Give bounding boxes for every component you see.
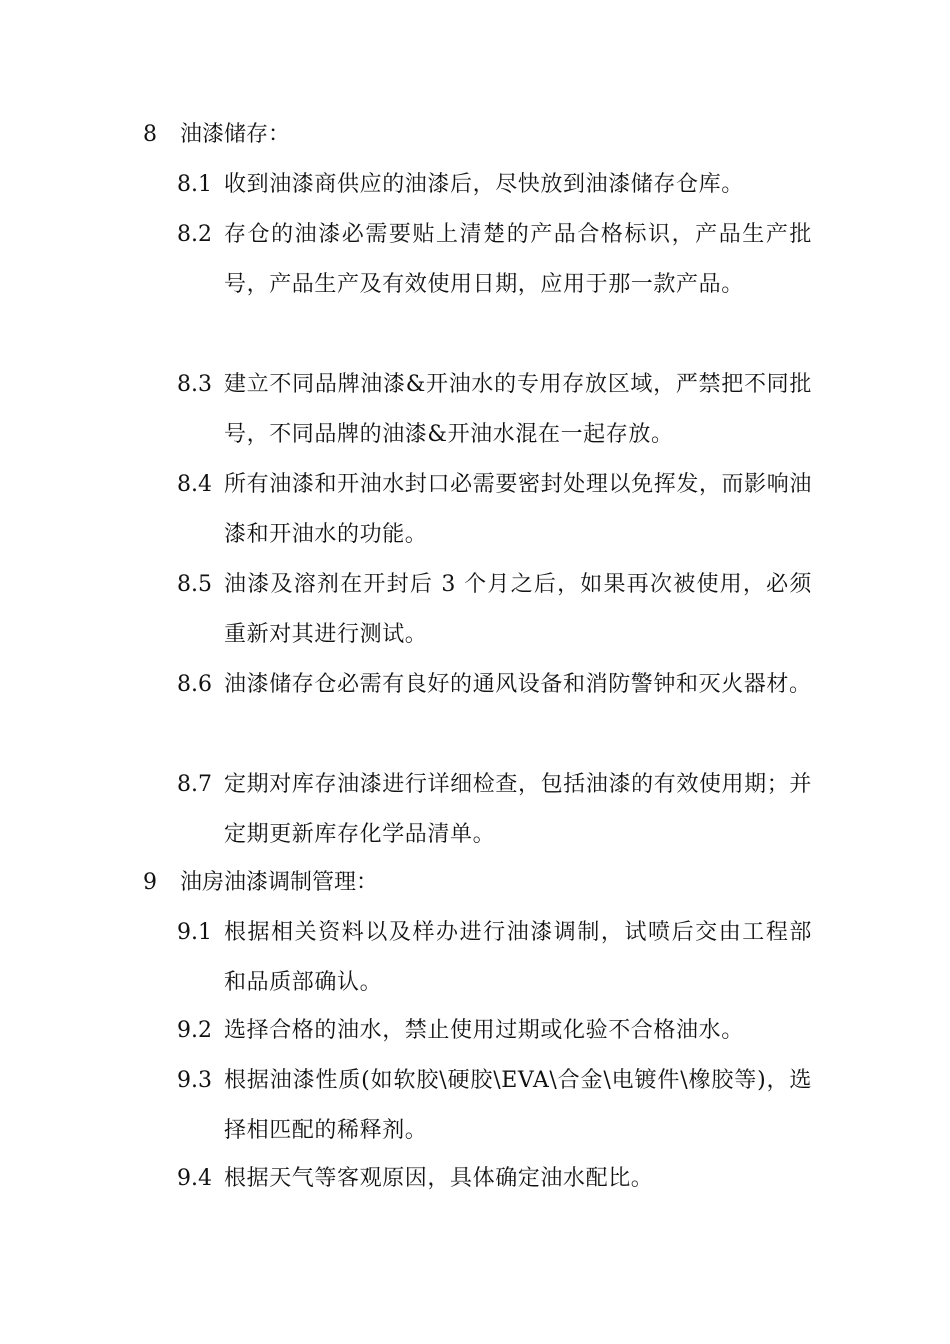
item-number: 9.1: [177, 920, 212, 945]
section-number: 8: [143, 122, 157, 147]
item-number: 9.3: [177, 1068, 212, 1093]
item-number: 8.3: [177, 372, 212, 397]
section-title: 油漆储存：: [180, 122, 291, 147]
item-number: 8.6: [177, 672, 212, 697]
section-title: 油房油漆调制管理：: [180, 870, 379, 895]
item-text: 存仓的油漆必需要贴上清楚的产品合格标识，产品生产批号，产品生产及有效使用日期，应用于那一款产品。: [224, 222, 812, 297]
item-text: 所有油漆和开油水封口必需要密封处理以免挥发，而影响油漆和开油水的功能。: [224, 472, 812, 547]
item-text: 油漆储存仓必需有良好的通风设备和消防警钟和灭火器材。: [224, 672, 812, 697]
item-number: 9.2: [177, 1018, 212, 1043]
item-text: 收到油漆商供应的油漆后，尽快放到油漆储存仓库。: [224, 172, 744, 197]
item-number: 8.4: [177, 472, 212, 497]
item-text: 根据相关资料以及样办进行油漆调制，试喷后交由工程部 和品质部确认。: [224, 920, 812, 995]
item-text: 建立不同品牌油漆&开油水的专用存放区域，严禁把不同批号，不同品牌的油漆&开油水混在一起存放。: [224, 372, 812, 447]
item-text: 根据油漆性质(如软胶\硬胶\EVA\合金\电镀件\橡胶等)，选择相匹配的稀释剂。: [224, 1068, 812, 1143]
item-text: 根据天气等客观原因，具体确定油水配比。: [224, 1166, 654, 1191]
item-number: 8.7: [177, 772, 212, 797]
item-text: 定期对库存油漆进行详细检查，包括油漆的有效使用期；并定期更新库存化学品清单。: [224, 772, 812, 847]
item-number: 8.1: [177, 172, 212, 197]
item-number: 9.4: [177, 1166, 212, 1191]
item-number: 8.2: [177, 222, 212, 247]
item-number: 8.5: [177, 572, 212, 597]
section-number: 9: [143, 870, 157, 895]
item-text: 选择合格的油水，禁止使用过期或化验不合格油水。: [224, 1018, 744, 1043]
item-text: 油漆及溶剂在开封后 3 个月之后，如果再次被使用，必须重新对其进行测试。: [224, 572, 812, 647]
